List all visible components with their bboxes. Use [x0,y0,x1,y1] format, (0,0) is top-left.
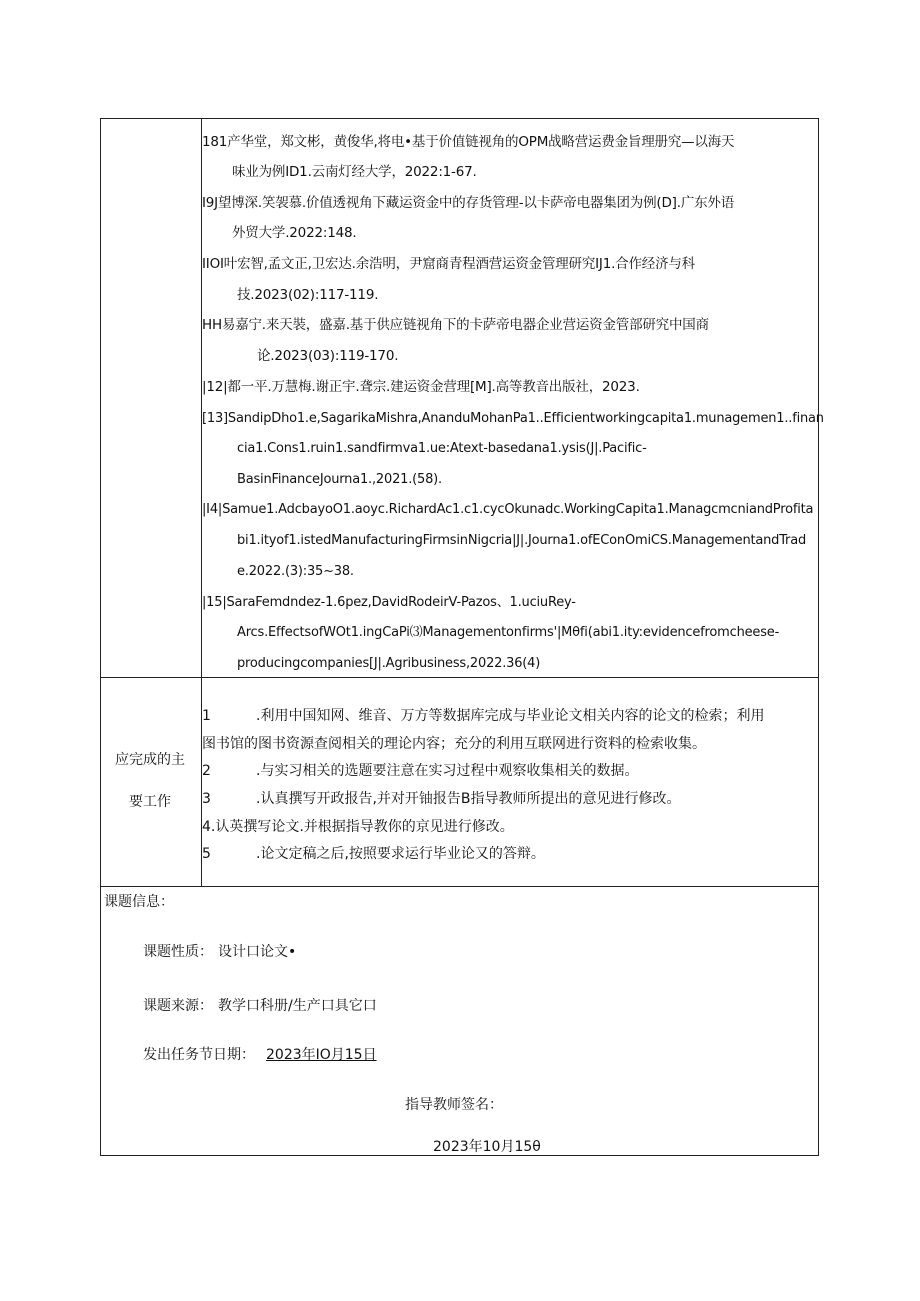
task-text: .与实习相关的选题要注意在实习过程中观察收集相关的数据。 [256,763,639,779]
date-label: 发出任务节日期： [143,1047,255,1063]
reference-item-cont: 外贸大学.2022:148. [232,225,357,241]
source-label: 课题来源： [143,998,213,1014]
reference-item: IIOI叶宏智,孟文正,卫宏达.余浩明，尹窟商青程酒营运资金管理研究IJ1.合作经济与科 [202,256,695,272]
task-text: 4.认英撰写论文.并根据指导教你的京见进行修改。 [202,819,514,835]
reference-item-cont: 技.2023(02):117-119. [237,287,379,303]
reference-item: [13]SandipDho1.e,SagarikaMishra,AnanduMohanPa1..Efficientworkingcapita1.munagemen1..finan [202,411,824,426]
source-value: 教学口科册/生产口具它口 [218,998,377,1014]
row-divider [101,677,818,678]
task-number: 5 [202,846,211,862]
reference-item: I9J望博深.笑袈慕.价值透视角下藏运资金中的存货管理-以卡萨帝电器集团为例(D].广东外语 [202,195,735,211]
reference-item-cont: 味业为例ID1.云南灯经大学，2022:1-67. [232,164,477,180]
task-text-cont: 图书馆的图书资源查阅相关的理论内容；充分的利用互联网进行资料的检索收集。 [202,736,706,752]
tasks-label-line1: 应完成的主 [115,752,185,768]
task-number: 1 [202,708,211,724]
nature-label: 课题性质： [143,944,213,960]
reference-item-cont: Arcs.EffectsofWOt1.ingCaPi⑶Managementonfirms'|Mθfi(abi1.ity:evidencefromcheese- [237,625,780,640]
row-divider [101,886,818,887]
tasks-label-line2: 要工作 [129,794,171,810]
task-number: 3 [202,791,211,807]
issue-date: 2023年IO月15日 [266,1047,377,1063]
reference-item: |I4|Samue1.AdcbayoO1.aoyc.RichardAc1.c1.cycOkunadc.WorkingCapita1.ManagcmcniandProfita [202,502,814,517]
reference-item-cont: e.2022.(3):35~38. [237,564,354,579]
task-text: .认真撰写开政报告,并对开铀报告B指导教师所提出的意见进行修改。 [256,791,681,807]
reference-item-cont: bi1.ityof1.istedManufacturingFirmsinNigcria|J|.Journa1.ofEConOmiCS.ManagementandTrad [237,533,807,548]
reference-item: 181产华堂，郑文彬，黄俊华,将电•基于价值链视角的OPM战略营运费金旨理册究—以海天 [202,134,735,150]
reference-item-cont: BasinFinanceJourna1.,2021.(58). [237,472,442,487]
reference-item: |12|都一平.万慧梅.谢正宇.聋宗.建运资金营理[M].高等教音出版社，2023. [202,379,640,395]
task-number: 2 [202,763,211,779]
task-text: .利用中国知网、维音、万方等数据库完成与毕业论文相关内容的论文的检索；利用 [256,708,765,724]
signature-label: 指导教师签名： [405,1097,503,1113]
reference-item-cont: cia1.Cons1.ruin1.sandfirmva1.ue:Atext-basedana1.ysis(J|.Pacific- [237,441,647,456]
reference-item-cont: producingcompanies[J|.Agribusiness,2022.36(4) [237,656,541,671]
reference-item: HH易嘉宁.来天裝，盛嘉.基于供应链视角下的卡萨帝电器企业营运资金管部研究中国商 [202,317,709,333]
nature-value: 设计口论文• [218,944,297,960]
task-text: .论文定稿之后,按照要求运行毕业论又的答辩。 [256,846,545,862]
info-heading: 课题信息： [104,894,174,910]
reference-item: |15|SaraFemdndez-1.6pez,DavidRodeirV-Pazos、1.uciuRey- [202,595,576,610]
reference-item-cont: 论.2023(03):119-170. [257,348,399,364]
signature-date: 2023年10月15θ [433,1139,541,1155]
